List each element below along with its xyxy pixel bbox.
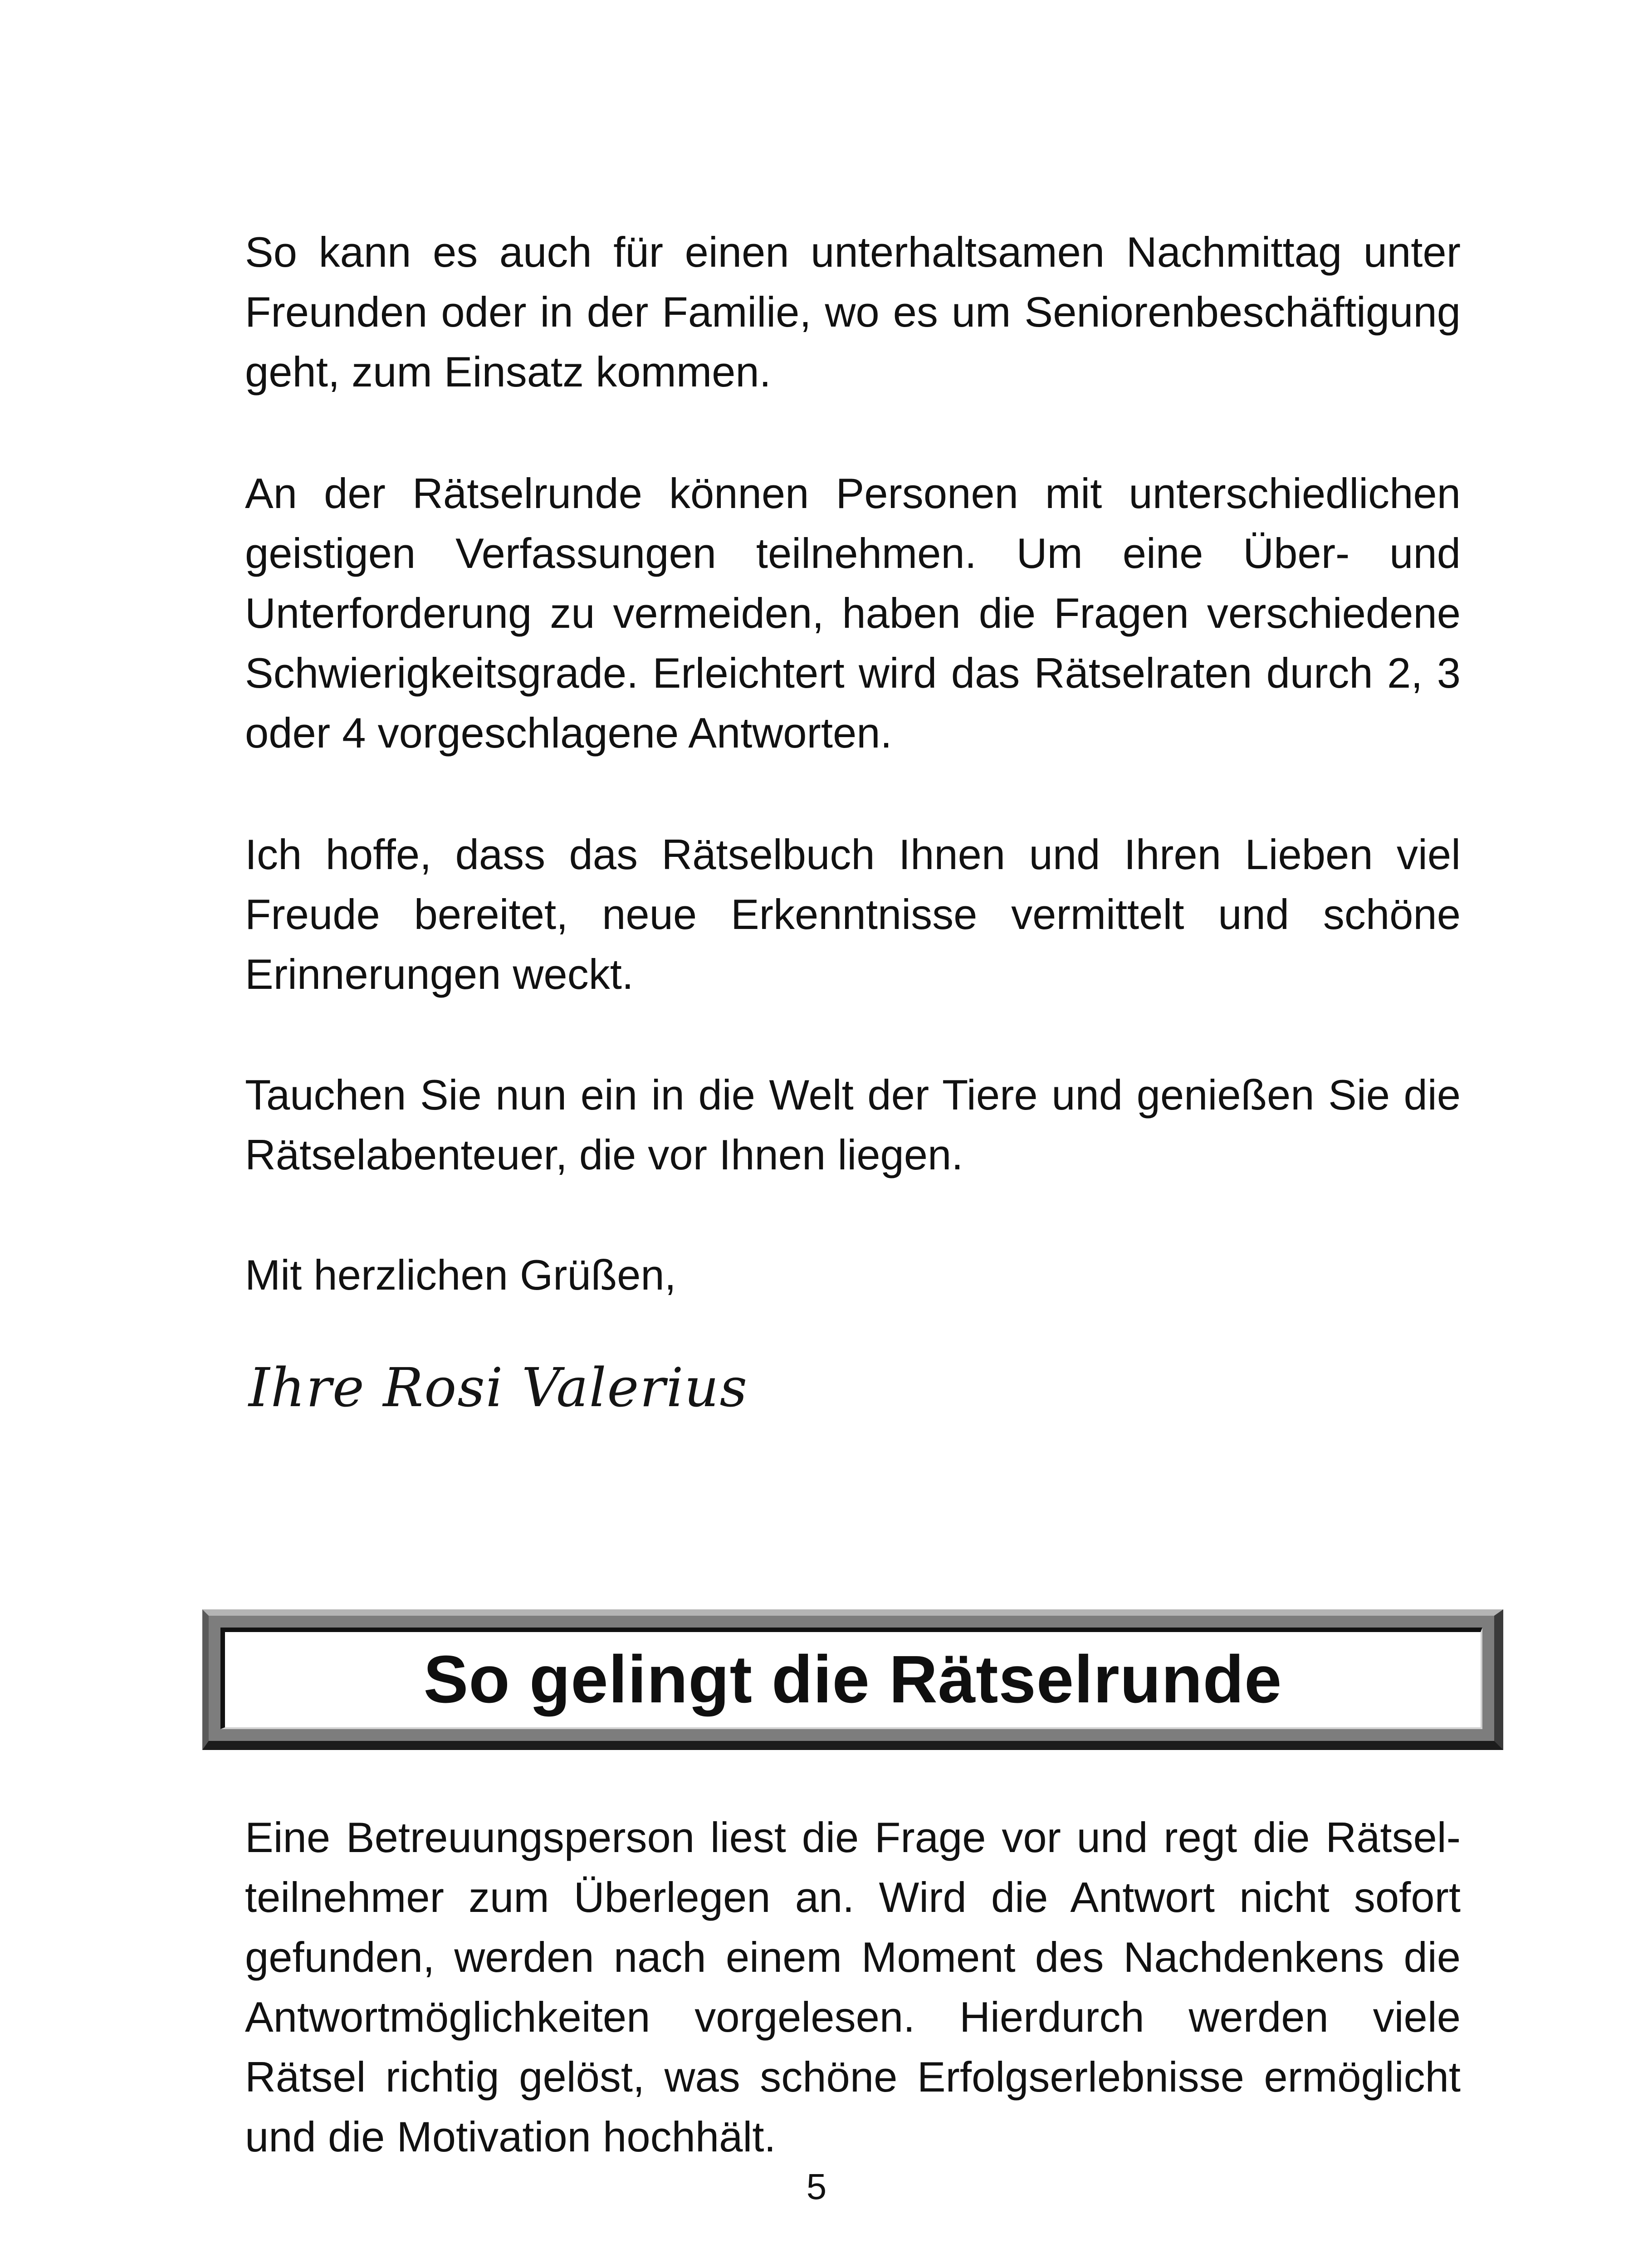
section-heading-box [202, 1609, 1503, 1750]
paragraph-how-it-works: Eine Betreuungsperson liest die Frage vor und regt die Rätselteilnehmer zum Überlegen an. Wird die Antwort nicht sofort gefunden, werden nach einem Moment des Nachdenkens die Antwortmöglichkeiten vorgelesen. Hierdurch werden viele Rätsel richtig gelöst, was schöne Erfolgserlebnisse ermöglicht und die Motivation hochhält. [245, 1813, 1461, 2160]
paragraph-hope: Ich hoffe, dass das Rätselbuch Ihnen und Ihren Lieben viel Freude bereitet, neue Erkenntnisse vermittelt und schöne Erinnerungen weckt. [245, 831, 1461, 998]
author-signature: Ihre Rosi Valerius [249, 1356, 748, 1419]
paragraph-participants: An der Rätselrunde können Personen mit unterschiedlichen geistigen Verfassungen teilnehmen. Um eine Über- und Unterforderung zu vermeiden, haben die Fragen verschiedene Schwierigkeitsgrade. Erleichtert wird das Rätselraten durch 2, 3 oder 4 vorgeschlagene Antworten. [245, 469, 1461, 757]
closing-greeting: Mit herzlichen Grüßen, [245, 1251, 676, 1299]
paragraph-animal-world: Tauchen Sie nun ein in die Welt der Tiere und genießen Sie die Rätselabenteuer, die vor Ihnen liegen. [245, 1071, 1461, 1178]
section-heading-inner [220, 1628, 1482, 1729]
page-number: 5 [806, 2166, 827, 2207]
section-heading-title: So gelingt die Rätselrunde [423, 1642, 1282, 1717]
paragraph-seniors-afternoon: So kann es auch für einen unterhaltsamen Nachmittag unter Freunden oder in der Familie, wo es um Seniorenbeschäftigung geht, zum Einsatz kommen. [245, 228, 1461, 396]
